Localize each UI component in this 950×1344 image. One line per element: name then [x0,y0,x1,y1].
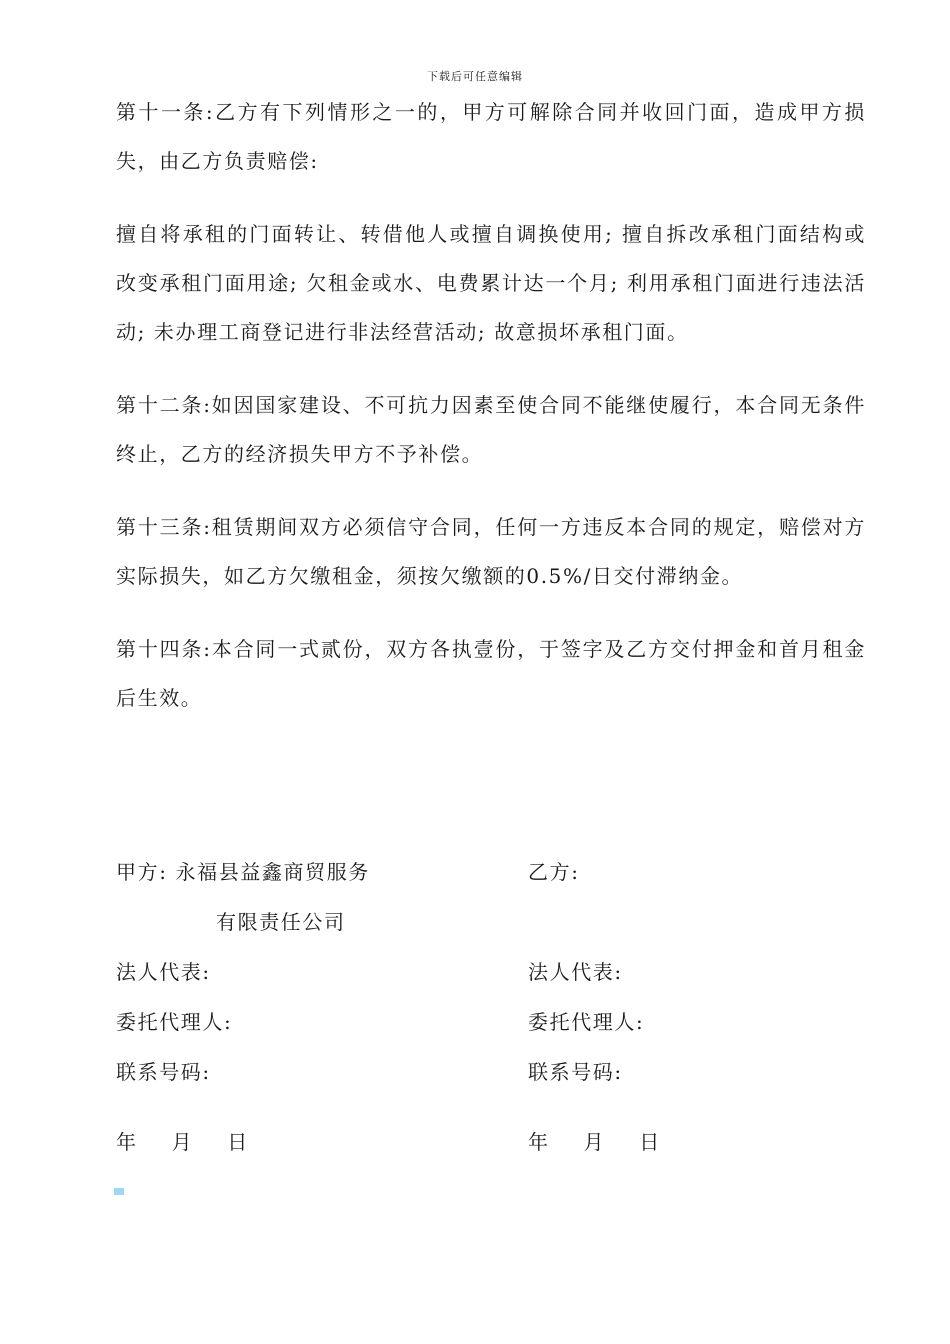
phone-row [116,1052,866,1102]
article-11-conditions: 擅自将承租的门面转让、转借他人或擅自调换使用; 擅自拆改承租门面结构或改变承租门面用途; 欠租金或水、电费累计达一个月; 利用承租门面进行违法活动; 未办理工商登记进行非法经营活动; 故意损坏承租门面。 [116,222,866,344]
party-b-date [528,1122,695,1162]
party-a-name-cont: 有限责任公司 [216,910,346,934]
party-a-name-row [116,902,866,952]
party-b-month: 月 [583,1130,606,1154]
signature-block [116,852,866,1172]
party-b-phone: 联系号码: [528,1060,623,1084]
party-a-day: 日 [227,1130,249,1154]
page-header: 下载后可任意编辑 [427,70,523,83]
article-14: 第十四条:本合同一式贰份，双方各执壹份，于签字及乙方交付押金和首月租金后生效。 [116,637,866,710]
agent-row [116,1002,866,1052]
party-b-year: 年 [528,1130,550,1154]
party-a-year: 年 [116,1130,138,1154]
party-row [116,852,866,902]
article-11: 第十一条:乙方有下列情形之一的，甲方可解除合同并收回门面，造成甲方损失，由乙方负责赔偿: [116,100,866,173]
party-a-phone: 联系号码: [116,1060,211,1084]
party-a-date [116,1122,283,1162]
party-b-label: 乙方: [528,860,580,884]
party-a-month: 月 [171,1130,194,1154]
party-a-label: 甲方: 永福县益鑫商贸服务 [116,860,370,884]
party-b-agent: 委托代理人: [528,1010,645,1034]
party-a-legal-rep: 法人代表: [116,960,211,984]
party-a-agent: 委托代理人: [116,1010,233,1034]
contract-body [116,88,866,723]
legal-rep-row [116,952,866,1002]
party-b-legal-rep: 法人代表: [528,960,623,984]
article-12: 第十二条:如因国家建设、不可抗力因素至使合同不能继使履行，本合同无条件终止，乙方的经济损失甲方不予补偿。 [116,393,866,466]
edit-marker [114,1188,124,1195]
date-row [116,1122,866,1172]
party-b-day: 日 [639,1130,661,1154]
article-13: 第十三条:租赁期间双方必须信守合同，任何一方违反本合同的规定，赔偿对方实际损失，如乙方欠缴租金，须按欠缴额的0.5%/日交付滞纳金。 [116,515,866,588]
